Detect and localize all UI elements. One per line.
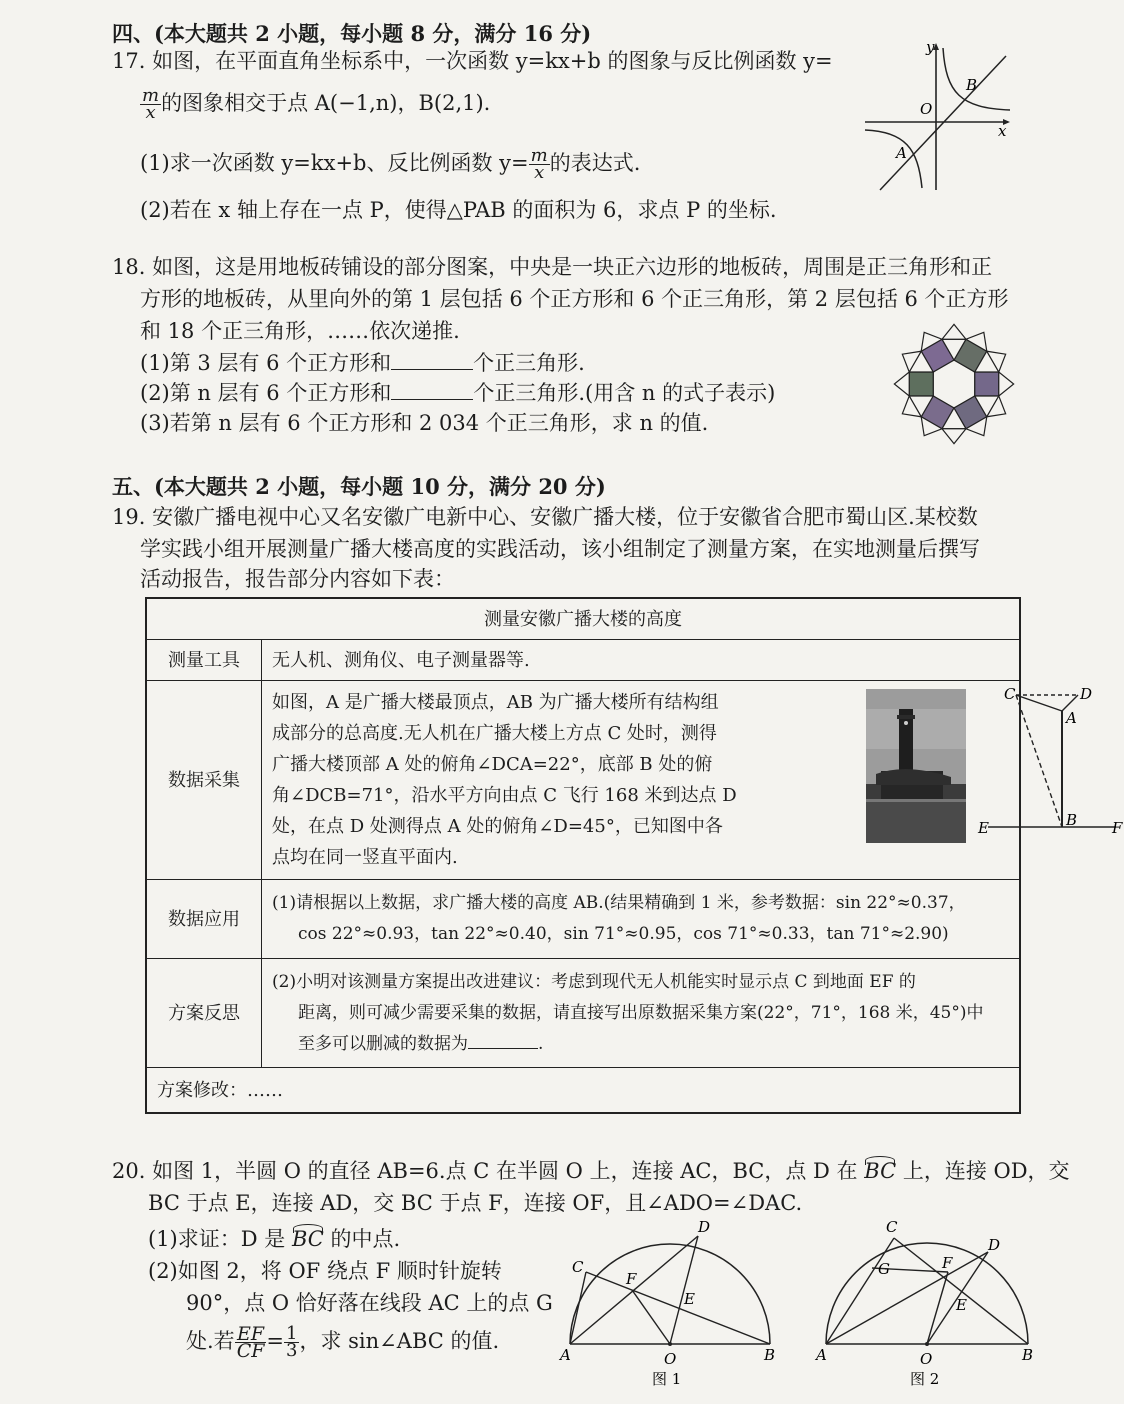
q18-part3: (3)若第 n 层有 6 个正方形和 2 034 个正三角形，求 n 的值. [140, 411, 709, 435]
answer-blank-3[interactable] [468, 1030, 538, 1049]
q17-line2: $\frac{m}{x}$ 的图象相交于点 A(−1,n)，B(2,1). [142, 85, 491, 123]
q17-part1: (1)求一次函数 y=kx+b、反比例函数 y= $\frac{m}{x}$ 的表达式. [140, 145, 641, 183]
svg-text:C: C [1004, 685, 1016, 703]
q17-label-y: y [926, 38, 935, 56]
q19-geometry-figure [974, 687, 1124, 847]
q20-line2: BC 于点 E，连接 AD，交 BC 于点 F，连接 OF，且∠ADO=∠DAC. [148, 1191, 803, 1215]
tools-label: 测量工具 [146, 640, 262, 681]
q18-line1: 18. 如图，这是用地板砖铺设的部分图案，中央是一块正六边形的地板砖，周围是正三角形和正 [112, 255, 993, 279]
square-tile [909, 372, 933, 396]
svg-text:C: C [886, 1218, 898, 1236]
q19-line1: 19. 安徽广播电视中心又名安徽广电新中心、安徽广播大楼，位于安徽省合肥市蜀山区.某校数 [112, 505, 978, 529]
modify-cell: 方案修改：…… [146, 1068, 1020, 1114]
answer-blank-2[interactable] [391, 381, 473, 400]
tools-value: 无人机、测角仪、电子测量器等. [262, 640, 1021, 681]
q17-coordinate-figure [860, 38, 1020, 196]
collect-cell [262, 681, 1123, 880]
fig2-caption: 图 2 [910, 1370, 940, 1388]
svg-text:E: E [978, 819, 989, 837]
svg-text:A: A [1066, 709, 1077, 727]
svg-text:E: E [956, 1296, 967, 1314]
svg-text:B: B [1022, 1346, 1034, 1364]
svg-text:G: G [878, 1260, 890, 1278]
collect-text: 如图，A 是广播大楼最顶点，AB 为广播大楼所有结构组 成部分的总高度.无人机在广播大楼上方点 C 处时，测得 广播大楼顶部 A 处的俯角∠DCA=22°，底部 B 处的俯 角∠DCB=71°，沿水平方向由点 C 飞行 168 米到达点 D 处，在点 D 处测得点 A 处的俯角∠D=45°，已知图中各 点均在同一竖直平面内. [272, 692, 737, 868]
svg-text:F: F [1112, 819, 1123, 837]
q18-part2: (2)第 n 层有 6 个正方形和 个正三角形.(用含 n 的式子表示) [140, 381, 776, 405]
triangle-tile [894, 372, 909, 396]
triangle-tile [942, 324, 966, 339]
q17-part2: (2)若在 x 轴上存在一点 P，使得△PAB 的面积为 6，求点 P 的坐标. [140, 198, 777, 222]
q20-part2-line1: (2)如图 2，将 OF 绕点 F 顺时针旋转 [148, 1259, 502, 1283]
fig1-caption: 图 1 [652, 1370, 682, 1388]
collect-label: 数据采集 [146, 681, 262, 880]
svg-text:F: F [942, 1254, 953, 1272]
svg-text:D: D [1080, 685, 1093, 703]
section-4-heading: 四、(本大题共 2 小题，每小题 8 分，满分 16 分) [112, 21, 592, 46]
reflect-label: 方案反思 [146, 959, 262, 1068]
q19-report-table [145, 597, 1123, 1114]
q20-line1: 20. 如图 1，半圆 O 的直径 AB=6.点 C 在半圆 O 上，连接 AC，BC，点 D 在 BC 上，连接 OD，交 [112, 1159, 1070, 1183]
triangle-tile [999, 372, 1014, 396]
svg-text:A: A [816, 1346, 827, 1364]
svg-text:A: A [560, 1346, 571, 1364]
svg-text:D: D [698, 1218, 711, 1236]
q18-line2: 方形的地板砖，从里向外的第 1 层包括 6 个正方形和 6 个正三角形，第 2 层包括 6 个正方形 [140, 287, 1009, 311]
reflect-cell: (2)小明对该测量方案提出改进建议：考虑到现代无人机能实时显示点 C 到地面 EF 的 距离，则可减少需要采集的数据，请直接写出原数据采集方案(22°，71°，168 米，45°)中 至多可以删减的数据为 . [262, 959, 1021, 1068]
q20-figure-1 [556, 1214, 786, 1389]
q17-label-b: B [966, 76, 978, 94]
q19-line3: 活动报告，报告部分内容如下表： [140, 567, 455, 591]
apply-cell: (1)请根据以上数据，求广播大楼的高度 AB.(结果精确到 1 米，参考数据：sin 22°≈0.37， cos 22°≈0.93，tan 22°≈0.40，sin 71°≈0.95，cos 71°≈0.33，tan 71°≈2.90) [262, 880, 1021, 959]
triangle-tile [942, 429, 966, 444]
q20-part1: (1)求证：D 是 BC 的中点. [148, 1227, 401, 1251]
apply-label: 数据应用 [146, 880, 262, 959]
q20-part2-line2: 90°，点 O 恰好落在线段 AC 上的点 G [186, 1291, 553, 1315]
svg-text:F: F [626, 1270, 637, 1288]
svg-text:O: O [664, 1350, 677, 1368]
q17-line1: 17. 如图，在平面直角坐标系中，一次函数 y=kx+b 的图象与反比例函数 y= [112, 49, 833, 73]
arc-bc-label: BC [864, 1159, 897, 1183]
q18-tiling-figure [886, 316, 1022, 452]
svg-text:O: O [920, 1350, 933, 1368]
q17-label-o: O [920, 100, 933, 118]
q20-figure-2 [812, 1216, 1042, 1391]
square-tile [975, 372, 999, 396]
building-photo [866, 689, 966, 843]
q17-label-a: A [896, 144, 907, 162]
answer-blank-1[interactable] [391, 351, 473, 370]
q20-part2-line3: 处.若 $\frac{EF}{CF}$ = $\frac{1}{3}$ ，求 sin∠ABC 的值. [186, 1323, 500, 1362]
q17-fraction: $\frac{m}{x}$ [142, 85, 160, 123]
section-5-heading: 五、(本大题共 2 小题，每小题 10 分，满分 20 分) [112, 474, 606, 499]
table-title: 测量安徽广播大楼的高度 [146, 598, 1020, 640]
q17-label-x: x [998, 122, 1007, 140]
q19-line2: 学实践小组开展测量广播大楼高度的实践活动，该小组制定了测量方案，在实地测量后撰写 [140, 537, 980, 561]
svg-text:B: B [1066, 811, 1078, 829]
svg-text:B: B [764, 1346, 776, 1364]
svg-text:D: D [988, 1236, 1001, 1254]
svg-text:E: E [684, 1290, 695, 1308]
q18-line3: 和 18 个正三角形，……依次递推. [140, 319, 460, 343]
q18-part1: (1)第 3 层有 6 个正方形和 个正三角形. [140, 351, 585, 375]
svg-text:C: C [572, 1258, 584, 1276]
